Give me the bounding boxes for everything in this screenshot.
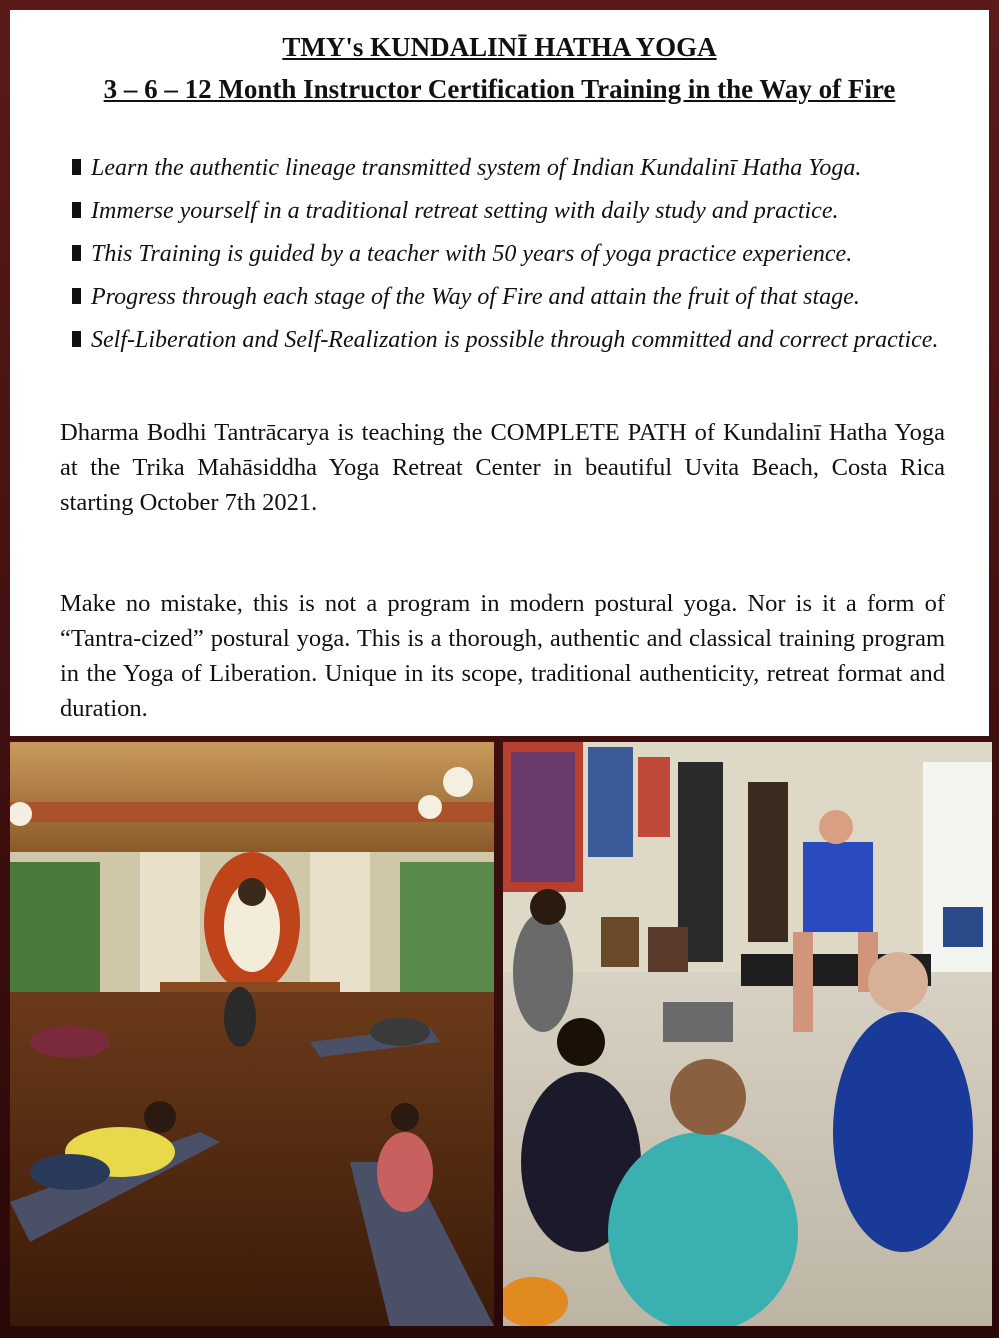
square-bullet-icon [72,202,81,218]
square-bullet-icon [72,159,81,175]
intro-paragraph: Dharma Bodhi Tantrācarya is teaching the COMPLETE PATH of Kundalinī Hatha Yoga at the Trika Mahāsiddha Yoga Retreat Center in beautiful Uvita Beach, Costa Rica starting October 7th 2021. [60,419,945,516]
page-subtitle: 3 – 6 – 12 Month Instructor Certification Training in the Way of Fire [103,74,896,104]
square-bullet-icon [72,331,81,347]
list-item: Self-Liberation and Self-Realization is possible through committed and correct practice. [72,322,940,358]
list-item: Learn the authentic lineage transmitted system of Indian Kundalinī Hatha Yoga. [72,150,940,186]
square-bullet-icon [72,288,81,304]
program-paragraph: Make no mistake, this is not a program in modern postural yoga. Nor is it a form of “Tantra-cized” postural yoga. This is a thorough, authentic and classical training program in the Yoga of Liberation. Unique in its scope, traditional authenticity, retreat format and duration. [60,590,945,722]
text-panel [10,10,989,736]
page-title: TMY's KUNDALINĪ HATHA YOGA [282,32,717,62]
list-item: Progress through each stage of the Way of Fire and attain the fruit of that stage. [72,279,940,315]
yoga-hall-photo [10,742,494,1326]
list-item: This Training is guided by a teacher with 50 years of yoga practice experience. [72,236,940,272]
feature-list [72,150,940,365]
square-bullet-icon [72,245,81,261]
teaching-session-photo [503,742,992,1326]
list-item: Immerse yourself in a traditional retreat setting with daily study and practice. [72,193,940,229]
